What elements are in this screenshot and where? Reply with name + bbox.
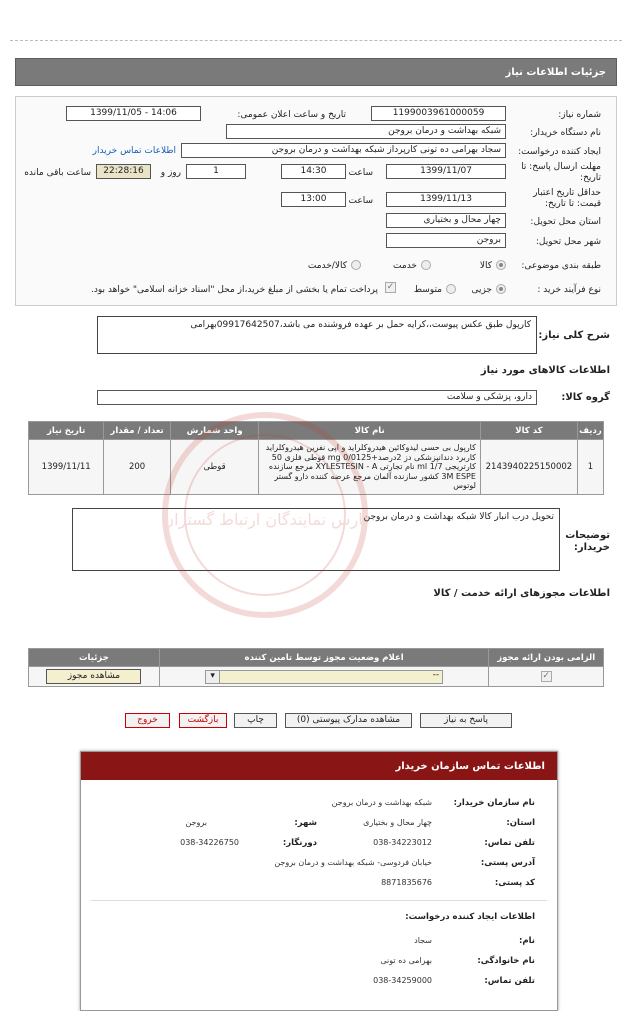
permit-required-checkbox[interactable]: ✓ [542, 671, 550, 681]
back-button[interactable]: بازگشت [179, 713, 227, 728]
province-field: چهار محال و بختیاری [386, 213, 506, 228]
summary-label: شرح کلی نیاز: [538, 330, 610, 341]
time-remaining-label: ساعت باقی مانده [24, 168, 91, 178]
contact-province-label: استان: [506, 818, 535, 828]
announce-label: تاریخ و ساعت اعلان عمومی: [237, 110, 346, 120]
category-service-radio[interactable] [421, 260, 431, 270]
deadline-time-label: ساعت [348, 168, 373, 178]
province-label: استان محل تحویل: [530, 217, 601, 227]
creator-phone-label: تلفن تماس: [484, 976, 535, 986]
category-label: طبقه بندی موضوعی: [521, 261, 601, 271]
col-unit: واحد شمارش [170, 422, 259, 440]
cell-unit: قوطی [170, 440, 259, 495]
permits-table [28, 648, 604, 687]
permit-details-cell [29, 667, 160, 687]
top-divider [10, 40, 622, 41]
city-field: بروجن [386, 233, 506, 248]
contact-city-label: شهر: [294, 818, 317, 828]
permit-status-value: -- [432, 669, 440, 680]
cell-name: کارپول بی حسی لیدوکائین هیدروکلراید و اپی نفرین هیدروکلراید کاربرد دندانپزشکی دز 2درصد+mg 0/0125 قوطی فلزی 50 کارتریجی ml 1/7 نام تجارتی XYLESTESIN - A مرجع سازنده 3M ESPE کشور سازنده آلمان مرجع عرضه کننده دارو گستر لوتوس [259, 440, 481, 495]
view-permit-button[interactable]: مشاهده مجوز [46, 669, 141, 684]
buyer-label: نام دستگاه خریدار: [530, 128, 601, 138]
address-value: خیابان فردوسی- شبکه بهداشت و درمان بروجن [274, 858, 432, 867]
summary-textarea: کارپول طبق عکس پیوست،،کرایه حمل بر عهده فروشنده می باشد،09917642507بهرامی [97, 316, 537, 354]
cell-date: 1399/11/11 [29, 440, 104, 495]
contact-city-value: بروجن [185, 818, 207, 827]
goods-section-title: اطلاعات کالاهای مورد نیاز [480, 365, 610, 376]
print-button[interactable]: چاپ [234, 713, 277, 728]
page-title: جزئیات اطلاعات نیاز [505, 67, 606, 78]
category-service-label: خدمت [393, 261, 417, 271]
category-both-label: کالا/خدمت [307, 261, 347, 271]
permit-status-select[interactable] [205, 670, 443, 684]
contact-divider [91, 900, 547, 901]
buyer-notes-label: توضیحات خریدار: [565, 530, 610, 553]
validity-label: حداقل تاریخ اعتبار قیمت: تا تاریخ: [533, 188, 601, 209]
fax-label: دورنگار: [282, 838, 317, 848]
creator-name-label: نام: [518, 936, 535, 946]
col-name: نام کالا [259, 422, 481, 440]
goods-group-label: گروه کالا: [561, 392, 610, 403]
treasury-payment-checkbox[interactable]: ✓ [386, 282, 395, 292]
fax-value: 038-34226750 [180, 838, 239, 847]
validity-time-field: 13:00 [281, 192, 346, 207]
col-permit-status: اعلام وضعیت مجوز توسط تامین کننده [159, 649, 489, 667]
org-value: شبکه بهداشت و درمان بروجن [331, 798, 432, 807]
days-label: روز و [160, 168, 181, 178]
permits-table-header [29, 649, 604, 667]
treasury-payment-note: پرداخت تمام یا بخشی از مبلغ خرید،از محل "اسناد خزانه اسلامی" خواهد بود. [90, 285, 378, 295]
deadline-time-field: 14:30 [281, 164, 346, 179]
creator-field: سجاد بهرامی ده تونی کارپرداز شبکه بهداشت و درمان بروجن [181, 143, 506, 158]
creator-phone-value: 038-34259000 [373, 976, 432, 985]
cell-qty: 200 [104, 440, 170, 495]
postal-value: 8871835676 [381, 878, 432, 887]
cell-row: 1 [577, 440, 603, 495]
cell-code: 2143940225150002 [480, 440, 577, 495]
exit-button[interactable]: خروج [125, 713, 170, 728]
need-number-label: شماره نیاز: [558, 110, 601, 120]
table-row [29, 440, 604, 495]
buyer-contact-card [80, 751, 558, 1011]
col-date: تاریخ نیاز [29, 422, 104, 440]
buyer-notes-textarea: تحویل درب انبار کالا شبکه بهداشت و درمان بروجن [72, 508, 560, 571]
contact-phone-value: 038-34223012 [373, 838, 432, 847]
process-medium-radio[interactable] [446, 284, 456, 294]
goods-table-header [29, 422, 604, 440]
deadline-date-field: 1399/11/07 [386, 164, 506, 179]
permit-required-cell [489, 667, 604, 687]
col-qty: تعداد / مقدار [104, 422, 170, 440]
view-attachments-button[interactable]: مشاهده مدارک پیوستی (0) [285, 713, 412, 728]
creator-label: ایجاد کننده درخواست: [518, 147, 601, 157]
process-minor-radio[interactable] [496, 284, 506, 294]
need-details-panel [15, 96, 617, 306]
reply-button[interactable]: پاسخ به نیاز [420, 713, 512, 728]
table-row [29, 667, 604, 687]
city-label: شهر محل تحویل: [535, 237, 601, 247]
creator-info-title: اطلاعات ایجاد کننده درخواست: [405, 912, 535, 922]
contact-phone-label: تلفن تماس: [484, 838, 535, 848]
creator-name-value: سجاد [414, 936, 432, 945]
col-permit-details: جزئیات [29, 649, 160, 667]
creator-family-value: بهرامی ده تونی [380, 956, 432, 965]
time-remaining-field: 22:28:16 [96, 164, 151, 179]
deadline-label: مهلت ارسال پاسخ: تا تاریخ: [521, 162, 601, 183]
need-number-field: 1199003961000059 [371, 106, 506, 121]
org-label: نام سازمان خریدار: [453, 798, 535, 808]
permits-section-title: اطلاعات مجوزهای ارائه خدمت / کالا [433, 588, 610, 599]
process-minor-label: جزیی [471, 285, 492, 295]
process-label: نوع فرآیند خرید : [537, 285, 601, 295]
col-code: کد کالا [480, 422, 577, 440]
creator-family-label: نام خانوادگی: [477, 956, 535, 966]
process-medium-label: متوسط [413, 285, 442, 295]
category-both-radio[interactable] [351, 260, 361, 270]
announce-field: 1399/11/05 - 14:06 [66, 106, 201, 121]
category-goods-radio[interactable] [496, 260, 506, 270]
buyer-contact-link[interactable]: اطلاعات تماس خریدار [92, 146, 176, 156]
permit-status-cell [159, 667, 489, 687]
category-goods-label: کالا [479, 261, 492, 271]
goods-table [28, 421, 604, 495]
chevron-down-icon: ▾ [206, 671, 220, 683]
validity-date-field: 1399/11/13 [386, 192, 506, 207]
goods-group-field: دارو، پزشکی و سلامت [97, 390, 537, 405]
col-row: ردیف [577, 422, 603, 440]
address-label: آدرس پستی: [480, 858, 535, 868]
validity-time-label: ساعت [348, 196, 373, 206]
contact-province-value: چهار محال و بختیاری [363, 818, 432, 827]
days-remaining-field: 1 [186, 164, 246, 179]
contact-card-title: اطلاعات تماس سازمان خریدار [81, 752, 557, 780]
buyer-field: شبکه بهداشت و درمان بروجن [226, 124, 506, 139]
page-header [15, 58, 617, 86]
postal-label: کد پستی: [494, 878, 535, 888]
col-permit-required: الزامی بودن ارائه مجوز [489, 649, 604, 667]
